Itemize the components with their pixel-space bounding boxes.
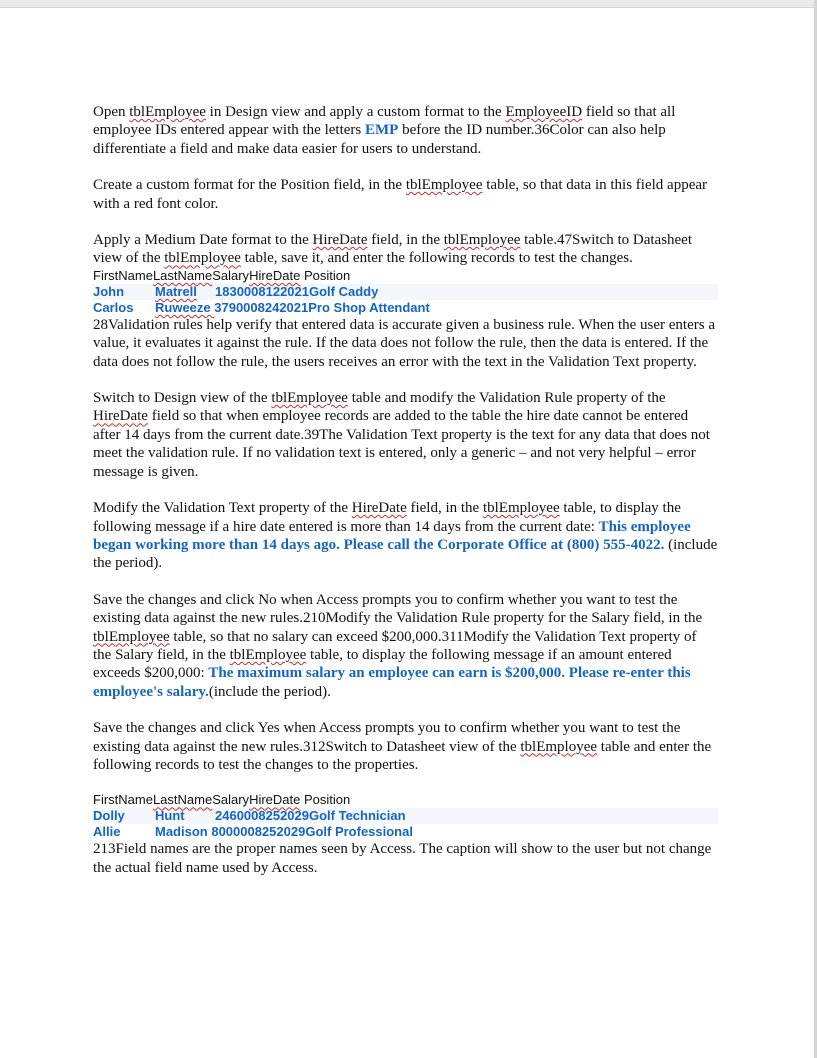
cell-lastname: Hunt: [155, 808, 185, 824]
cell-firstname: John: [93, 283, 125, 299]
spellcheck-word: EmployeeID: [505, 104, 583, 120]
text: field, in the: [406, 500, 483, 517]
cell-lastname: Madison: [155, 824, 212, 840]
table-header-row: [93, 792, 718, 808]
header-lastname: LastName: [152, 267, 213, 283]
table-header-row: [93, 268, 718, 284]
cell-rest: 2460008252029Golf Technician: [215, 808, 406, 824]
cell-firstname: Carlos: [93, 299, 134, 315]
paragraph-field-names: 213Field names are the proper names seen by Access. The caption will show to the user but not change the actual field name used by Access.: [93, 841, 712, 876]
text: table and enter the following records to test the changes to the properties.: [93, 738, 712, 773]
spellcheck-word: HireDate: [93, 408, 148, 425]
document-page: [93, 103, 718, 895]
cell-lastname: Matrell: [155, 283, 197, 299]
text: table, to display the following message if an amount entered exceeds $200,000:: [93, 646, 672, 682]
records-table-2: [93, 792, 718, 840]
text: table, to display the following message if a hire date entered is more than 14 days from the current date:: [93, 500, 681, 535]
text: Create a custom format for the Position field, in the: [93, 177, 406, 194]
text: Apply a Medium Date format to the: [93, 232, 313, 249]
text: table.47Switch to Datasheet view of the: [93, 232, 693, 267]
highlighted-text: This employee began working more than 14 days ago. Please call the Corporate Office at (800) 555-4022.: [93, 518, 691, 553]
header-salary: Salary: [212, 267, 250, 283]
spellcheck-word: tblEmployee: [482, 500, 560, 517]
table-row: [93, 824, 718, 840]
text: (include the period).: [93, 536, 718, 572]
header-hiredate: HireDate: [249, 267, 301, 283]
header-position: Position: [300, 792, 351, 808]
text: table, save it, and enter the following records to test the changes.: [240, 250, 633, 267]
paragraph-save-changes-yes: [93, 719, 718, 774]
spellcheck-word: tblEmployee: [271, 390, 348, 407]
table-row: [93, 300, 718, 316]
cell-rest: 8000008252029Golf Professional: [211, 824, 413, 840]
text: in Design view and apply a custom format to the: [205, 104, 506, 120]
header-salary: Salary: [212, 792, 250, 808]
window-top-edge: [0, 0, 817, 8]
text: field so that when employee records are added to the table the hire date cannot be entered after 14 days from the current date.39The Validation Text property is the text for any data that does not meet the validation rule. If no validation text is entered, only a generic – and not very helpful – error message is given.: [93, 408, 710, 480]
text: table and modify the Validation Rule property of the: [347, 390, 666, 407]
text: Save the changes and click Yes when Access prompts you to confirm whether you want to test the existing data against the new rules.312Switch to Datasheet view of the: [93, 720, 681, 755]
header-firstname: FirstName: [93, 792, 153, 808]
cell-rest: 3790008242021Pro Shop Attendant: [214, 299, 430, 315]
header-hiredate: HireDate: [249, 792, 301, 808]
text: (include the period).: [208, 683, 331, 700]
paragraph-medium-date: [93, 231, 718, 268]
text: Modify the Validation Text property of the: [93, 500, 352, 517]
spellcheck-word: tblEmployee: [520, 738, 598, 755]
cell-lastname: Ruweeze: [155, 299, 215, 315]
spellcheck-word: HireDate: [351, 500, 407, 517]
header-lastname: LastName: [152, 792, 213, 808]
highlighted-text: The maximum salary an employee can earn is $200,000. Please re-enter this employee's salary.: [93, 665, 691, 700]
spellcheck-word: tblEmployee: [443, 232, 521, 249]
text: Save the changes and click No when Access prompts you to confirm whether you want to test the existing data against the new rules.210Modify the Validation Rule property for the Salary field, in the: [93, 591, 703, 627]
cell-rest: 1830008122021Golf Caddy: [215, 283, 379, 299]
text: field so that all employee IDs entered appear with the letters: [93, 104, 676, 139]
cell-firstname: Dolly: [93, 808, 125, 824]
text: table, so that data in this field appear with a red font color.: [93, 177, 708, 212]
paragraph-validation-rule-hiredate: [93, 389, 718, 481]
records-table-1: [93, 268, 718, 316]
text: Open: [93, 104, 130, 120]
spellcheck-word: tblEmployee: [129, 104, 206, 120]
paragraph-validation-rules: 28Validation rules help verify that entered data is accurate given a business rule. When the user enters a value, it evaluates it against the rule. If the data does not follow the rule, then the data is entered. If the data does not follow the rule, the users receives an error with the text in the Validation Text property.: [93, 316, 715, 370]
spellcheck-word: tblEmployee: [164, 250, 241, 267]
table-row: [93, 284, 718, 300]
spellcheck-word: tblEmployee: [93, 628, 170, 645]
text: table, so that no salary can exceed $200,000.311Modify the Validation Text property of the Salary field, in the: [93, 628, 697, 663]
spellcheck-word: tblEmployee: [405, 177, 483, 194]
highlighted-text: EMP: [364, 122, 399, 139]
text: Switch to Design view of the: [93, 390, 272, 407]
text: field, in the: [367, 232, 444, 249]
text: before the ID number.36Color can also help differentiate a field and make data easier for users to understand.: [93, 122, 666, 157]
spellcheck-word: HireDate: [312, 232, 368, 249]
paragraph-custom-format-employeeid: [93, 103, 718, 158]
table-row: [93, 808, 718, 824]
paragraph-position-format: [93, 176, 718, 213]
header-position: Position: [300, 267, 351, 283]
cell-firstname: Allie: [93, 824, 121, 840]
paragraph-salary-validation: [93, 591, 718, 701]
header-firstname: FirstName: [93, 267, 153, 283]
paragraph-validation-text-hiredate: [93, 499, 718, 573]
spellcheck-word: tblEmployee: [229, 646, 307, 663]
